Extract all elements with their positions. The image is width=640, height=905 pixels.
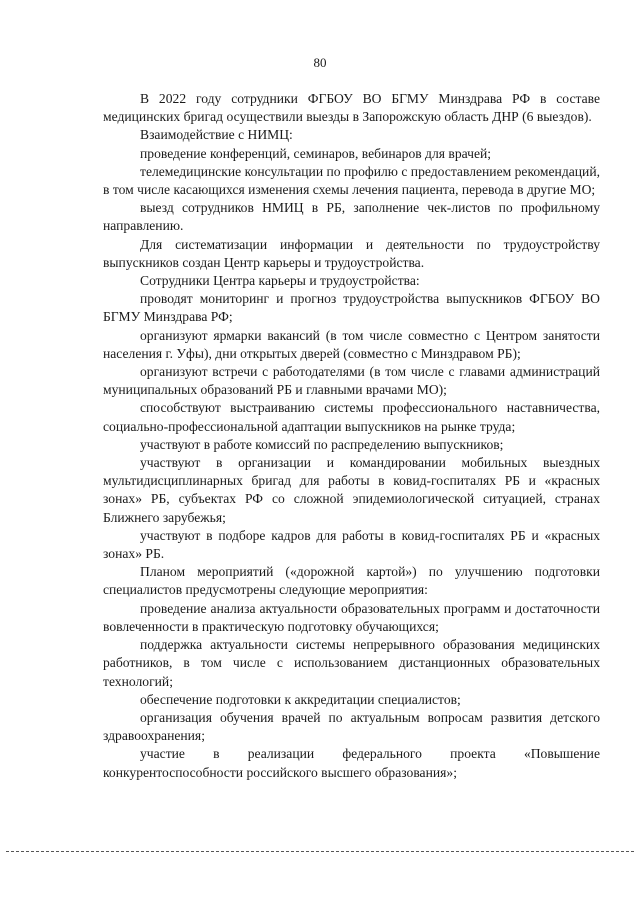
paragraph: участвуют в подборе кадров для работы в ковид-госпиталях РБ и «красных зонах» РБ.: [103, 527, 600, 562]
paragraph: участие в реализации федерального проекта «Повышение конкурентоспособности российского высшего образования»;: [103, 746, 600, 780]
paragraph: Планом мероприятий («дорожной картой») по улучшению подготовки специалистов предусмотрены следующие мероприятия:: [103, 564, 600, 598]
paragraph: поддержка актуальности системы непрерывного образования медицинских работников, в том числе с использованием дистанционных образовательных технологий;: [103, 637, 600, 689]
paragraph: участвуют в организации и командировании мобильных выездных мультидисциплинарных бригад для работы в ковид-госпиталях РБ и «красных зонах» РБ, субъектах РФ со сложной эпидемиологической ситуацией, странах Ближнего зарубежья;: [103, 455, 600, 525]
paragraph: проводят мониторинг и прогноз трудоустройства выпускников ФГБОУ ВО БГМУ Минздрава РФ;: [103, 291, 600, 325]
paragraph: организация обучения врачей по актуальным вопросам развития детского здравоохранения;: [103, 709, 600, 744]
paragraph: телемедицинские консультации по профилю с предоставлением рекомендаций, в том числе касающихся изменения схемы лечения пациента, перевода в другие МО;: [103, 163, 600, 198]
paragraph: В 2022 году сотрудники ФГБОУ ВО БГМУ Минздрава РФ в составе медицинских бригад осуществили выезды в Запорожскую область ДНР (6 выездов).: [103, 91, 600, 125]
paragraph: проведение конференций, семинаров, вебинаров для врачей;: [140, 145, 492, 161]
footer-divider: [6, 851, 634, 852]
paragraph: организуют ярмарки вакансий (в том числе совместно с Центром занятости населения г. Уфы), дни открытых дверей (совместно с Минздравом РБ);: [103, 327, 600, 361]
paragraph: организуют встречи с работодателями (в том числе с главами администраций муниципальных образований РБ и главными врачами МО);: [103, 364, 600, 398]
paragraph: способствуют выстраиванию системы профессионального наставничества, социально-профессиональной адаптации выпускников на рынке труда;: [103, 400, 600, 434]
paragraph: проведение анализа актуальности образовательных программ и достаточности вовлеченности в практическую подготовку обучающихся;: [103, 600, 600, 634]
page-number: 80: [313, 55, 327, 70]
paragraph: обеспечение подготовки к аккредитации специалистов;: [140, 691, 461, 707]
paragraph: участвуют в работе комиссий по распределению выпускников;: [140, 436, 504, 452]
document-body: [103, 90, 600, 782]
paragraph: Для систематизации информации и деятельности по трудоустройству выпускников создан Центр карьеры и трудоустройства.: [103, 236, 600, 270]
paragraph: выезд сотрудников НМИЦ в РБ, заполнение чек-листов по профильному направлению.: [103, 200, 600, 234]
paragraph: Сотрудники Центра карьеры и трудоустройства:: [140, 273, 420, 289]
paragraph: Взаимодействие с НИМЦ:: [140, 127, 293, 143]
